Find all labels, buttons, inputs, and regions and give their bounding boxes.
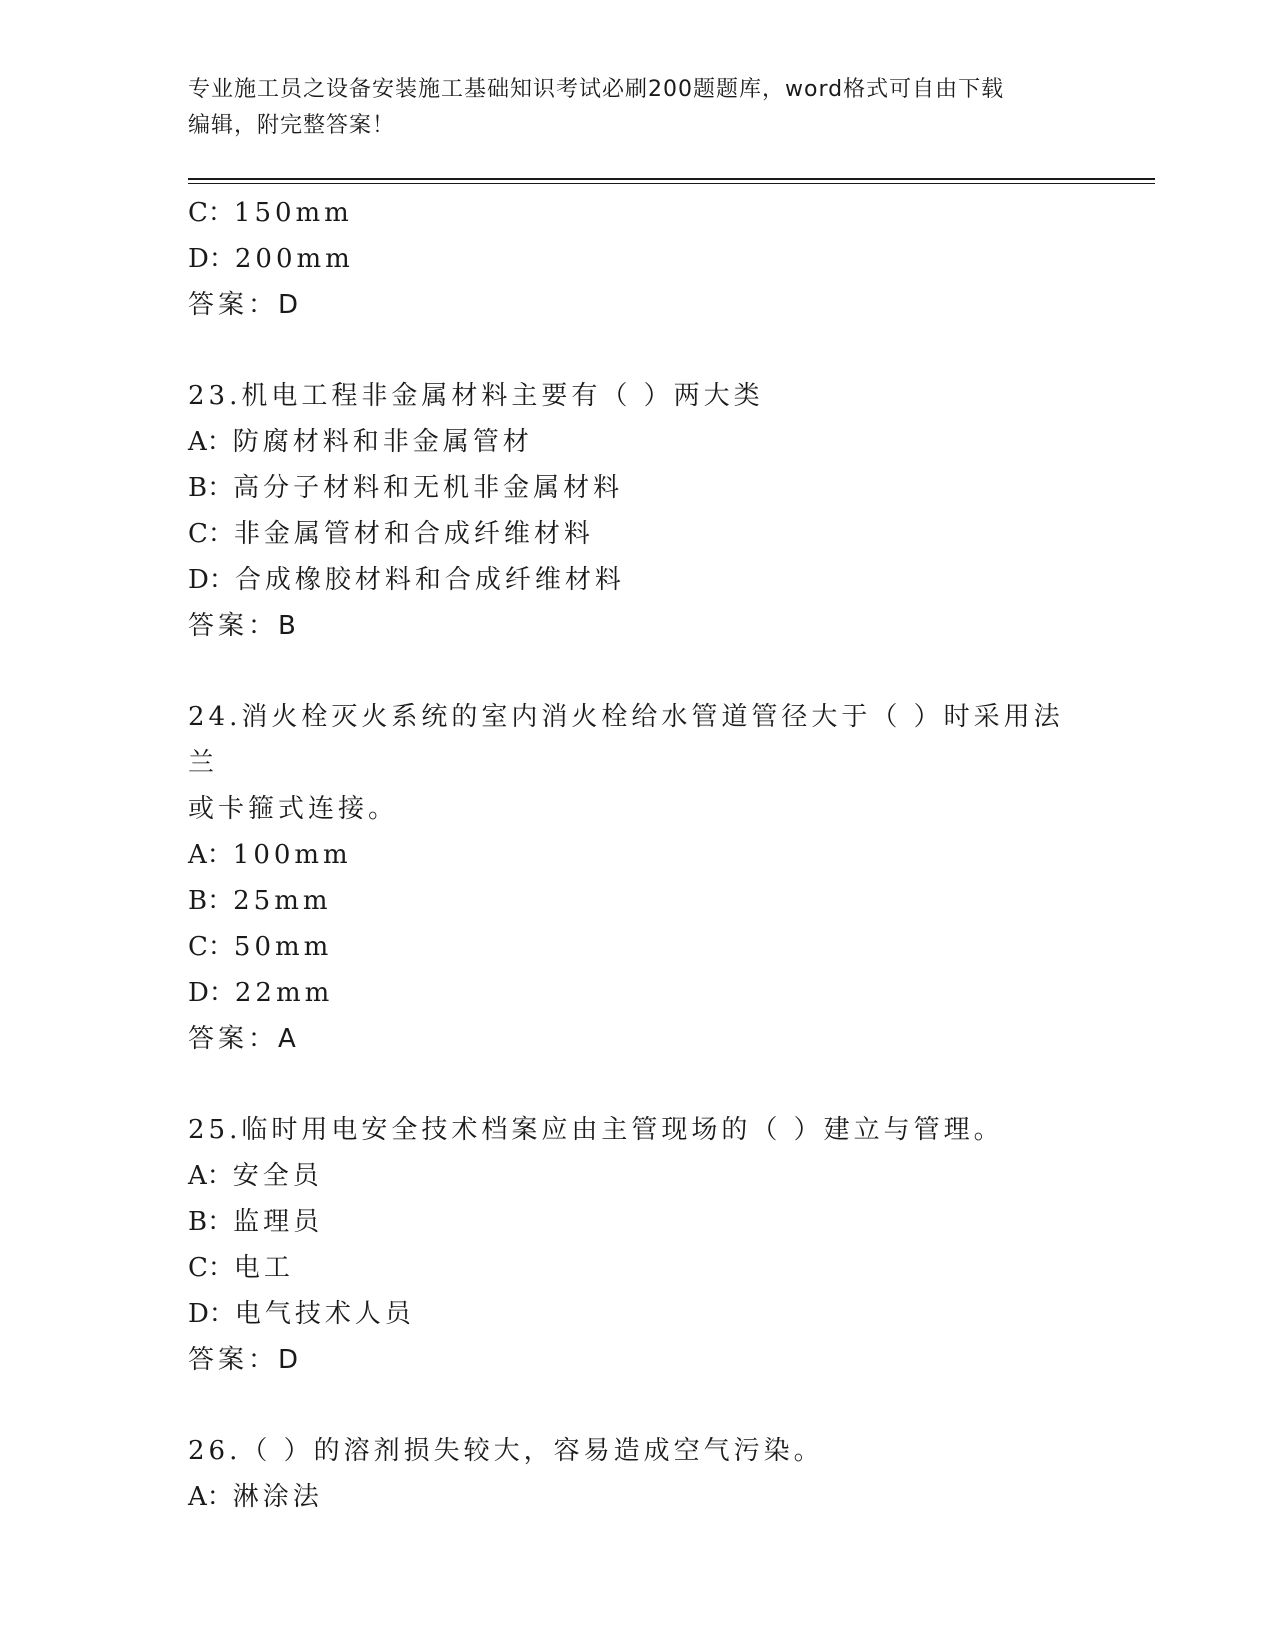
option-text: 100mm [232, 840, 352, 870]
option-text: 高分子材料和无机非金属材料 [233, 473, 624, 503]
option-text: 淋涂法 [232, 1482, 323, 1512]
option-text: 非金属管材和合成纤维材料 [233, 519, 594, 549]
option-key: B： [188, 886, 234, 916]
question-block [188, 694, 1088, 1062]
option-line [188, 511, 1088, 557]
header-divider-thick [188, 178, 1155, 180]
question-title: 23.机电工程非金属材料主要有（ ）两大类 [188, 381, 764, 411]
option-key: C： [188, 519, 234, 549]
option-key: C： [188, 932, 234, 962]
option-key: D： [188, 1299, 235, 1329]
answer-label: 答案： [188, 611, 279, 641]
option-text: 22mm [234, 978, 334, 1008]
option-text: 50mm [233, 932, 333, 962]
option-text: 150mm [233, 198, 353, 228]
answer-label: 答案： [188, 1345, 279, 1375]
option-key: B： [188, 1207, 234, 1237]
question-title-continuation: 或卡箍式连接。 [188, 794, 399, 824]
option-text: 安全员 [232, 1161, 323, 1191]
option-line [188, 970, 1088, 1016]
option-line [188, 419, 1088, 465]
answer-value: D [278, 290, 301, 320]
question-block [188, 1107, 1088, 1383]
option-line [188, 465, 1088, 511]
option-key: A： [188, 1161, 233, 1191]
option-key: D： [188, 978, 235, 1008]
option-text: 防腐材料和非金属管材 [232, 427, 533, 457]
option-line [188, 1245, 1088, 1291]
question-title: 24.消火栓灭火系统的室内消火栓给水管道管径大于（ ）时采用法兰 [188, 702, 1064, 778]
option-text: 电工 [233, 1253, 294, 1283]
option-line [188, 190, 1088, 236]
option-text: 200mm [234, 244, 354, 274]
question-content [188, 190, 1088, 1520]
option-key: A： [188, 1482, 233, 1512]
option-key: C： [188, 198, 234, 228]
option-line [188, 1153, 1088, 1199]
option-key: A： [188, 427, 233, 457]
answer-value: A [278, 1024, 298, 1054]
option-line [188, 236, 1088, 282]
answer-label: 答案： [188, 1024, 279, 1054]
header-line-1: 专业施工员之设备安装施工基础知识考试必刷200题题库，word格式可自由下载 [188, 77, 1005, 102]
question-block [188, 1428, 1088, 1520]
answer-line [188, 603, 1088, 649]
option-line [188, 1199, 1088, 1245]
option-text: 25mm [233, 886, 332, 916]
option-line [188, 557, 1088, 603]
question-title: 26.（ ）的溶剂损失较大，容易造成空气污染。 [188, 1436, 824, 1466]
option-text: 监理员 [233, 1207, 324, 1237]
answer-value: B [278, 611, 298, 641]
option-text: 合成橡胶材料和合成纤维材料 [234, 565, 625, 595]
document-header [188, 72, 1088, 144]
option-line [188, 1474, 1088, 1520]
question-title: 25.临时用电安全技术档案应由主管现场的（ ）建立与管理。 [188, 1115, 1004, 1145]
answer-line [188, 282, 1088, 328]
header-line-2: 编辑，附完整答案！ [188, 113, 396, 138]
option-key: D： [188, 244, 235, 274]
answer-line [188, 1337, 1088, 1383]
option-line [188, 878, 1088, 924]
option-key: B： [188, 473, 234, 503]
prev-question-block [188, 190, 1088, 328]
option-line [188, 1291, 1088, 1337]
option-line [188, 924, 1088, 970]
answer-value: D [278, 1345, 301, 1375]
option-key: A： [188, 840, 233, 870]
question-block [188, 373, 1088, 649]
answer-label: 答案： [188, 290, 279, 320]
option-key: C： [188, 1253, 234, 1283]
option-text: 电气技术人员 [234, 1299, 415, 1329]
header-divider-thin [188, 183, 1155, 184]
option-key: D： [188, 565, 235, 595]
answer-line [188, 1016, 1088, 1062]
option-line [188, 832, 1088, 878]
